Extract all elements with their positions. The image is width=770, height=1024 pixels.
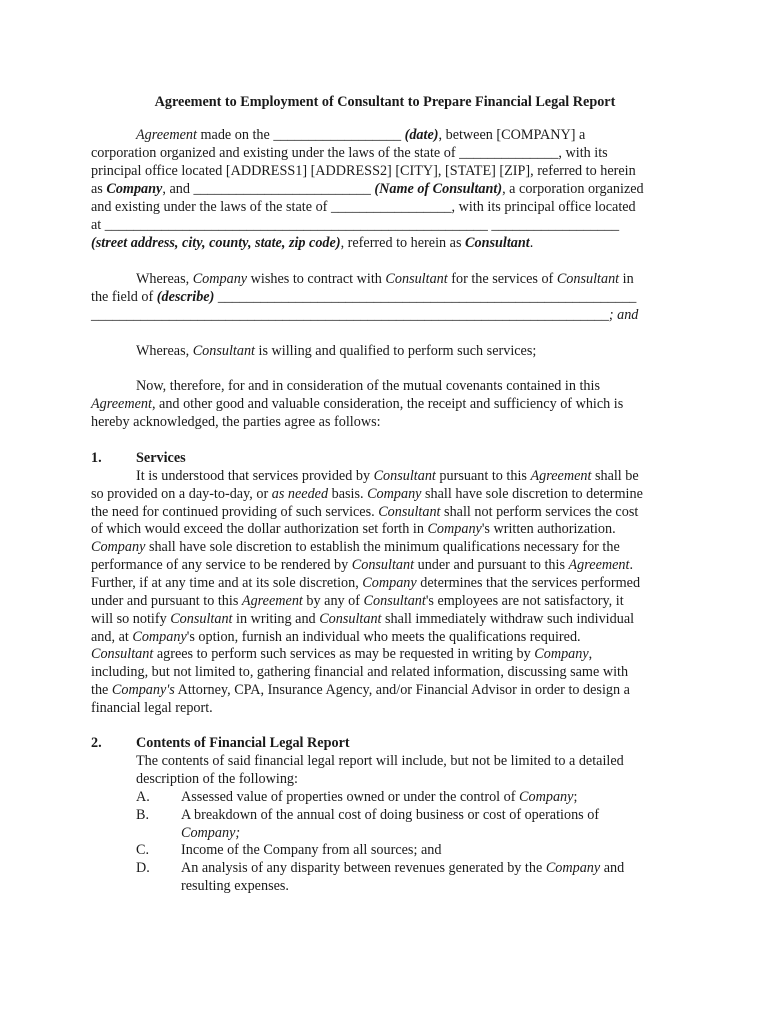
term-agreement: Agreement: [568, 557, 630, 573]
list-item-b: A breakdown of the annual cost of doing business or cost of operations of: [181, 807, 600, 823]
text: An analysis of any disparity between revenues generated by the: [181, 860, 546, 876]
text: ; and: [608, 307, 639, 323]
text: under and pursuant to this: [414, 557, 569, 573]
text: Whereas,: [136, 271, 193, 287]
term-agreement: Agreement: [241, 593, 303, 609]
term-consultant: Consultant: [319, 611, 382, 627]
list-item-a: [181, 789, 577, 806]
text: as: [91, 181, 107, 197]
list-item-d-cont: resulting expenses.: [181, 878, 289, 894]
text: so provided on a day-to-day, or: [91, 486, 272, 502]
term-consultant: Consultant: [192, 343, 255, 359]
s1-line-2: [91, 486, 643, 503]
section-2-heading: Contents of Financial Legal Report: [136, 735, 350, 751]
term-consultant: Consultant: [170, 611, 233, 627]
section-2-number: 2.: [91, 735, 102, 751]
whereas1-line-1: [136, 271, 634, 288]
s2-line-1: The contents of said financial legal report will include, but not be limited to a detailed: [136, 753, 624, 769]
text: of which would exceed the dollar authorization set forth in: [91, 521, 428, 537]
s1-line-7: [91, 575, 640, 592]
whereas2-line: [136, 343, 536, 360]
term-company: Company;: [181, 825, 241, 841]
placeholder-describe: (describe): [156, 289, 215, 305]
s1-line-1: [136, 468, 639, 485]
list-item-b-cont: [181, 825, 240, 842]
text: determines that the services performed: [416, 575, 641, 591]
text: , referred to herein as: [340, 235, 466, 251]
intro-line-4: [91, 181, 644, 198]
text: in writing and: [232, 611, 320, 627]
term-company: Company: [362, 575, 417, 591]
text: shall not perform services the cost: [440, 504, 639, 520]
now-line-3: hereby acknowledged, the parties agree as follows:: [91, 414, 381, 430]
text: and: [600, 860, 625, 876]
term-company: Company: [367, 486, 422, 502]
term-consultant: Consultant: [351, 557, 415, 573]
term-consultant: Consultant: [91, 646, 154, 662]
term-agreement: Agreement: [530, 468, 592, 484]
text: the: [91, 682, 112, 698]
list-letter-a: A.: [136, 789, 150, 805]
term-company: Company: [91, 539, 146, 555]
term-consultant: Consultant: [373, 468, 436, 484]
s1-line-5: [91, 539, 620, 556]
s1-line-8: [91, 593, 624, 610]
text: , and _________________________: [162, 181, 375, 197]
text: made on the __________________: [196, 127, 405, 143]
text: for the services of: [447, 271, 557, 287]
text: shall be: [591, 468, 639, 484]
s1-line-11: [91, 646, 592, 663]
term-consultant: Consultant: [465, 235, 530, 251]
blank-line: ___________________________________________________________: [214, 289, 637, 305]
term-company: Company: [132, 629, 187, 645]
now-line-2: [91, 396, 623, 413]
list-letter-b: B.: [136, 807, 150, 823]
term-as-needed: as needed: [271, 486, 329, 502]
whereas1-line-3: [91, 307, 638, 324]
text: shall immediately withdraw such individual: [381, 611, 635, 627]
document-title: Agreement to Employment of Consultant to Prepare Financial Legal Report: [154, 94, 616, 110]
s2-line-2: description of the following:: [136, 771, 298, 787]
text: Whereas,: [136, 343, 193, 359]
intro-line-3: principal office located [ADDRESS1] [ADDRESS2] [CITY], [STATE] [ZIP], referred to herein: [91, 163, 636, 179]
term-company: Company: [427, 521, 482, 537]
text: pursuant to this: [435, 468, 531, 484]
text: the need for continued providing of such services.: [91, 504, 379, 520]
text: shall have sole discretion to determine: [421, 486, 643, 502]
intro-line-7: [91, 235, 533, 252]
intro-line-6: at ______________________________________________________ __________________: [91, 217, 620, 233]
s1-line-10: [91, 629, 581, 646]
list-letter-d: D.: [136, 860, 150, 876]
text: Assessed value of properties owned or under the control of: [181, 789, 520, 805]
text: , and other good and valuable consideration, the receipt and sufficiency of which is: [151, 396, 624, 412]
text: , a corporation organized: [502, 181, 644, 197]
text: .: [529, 235, 534, 251]
text: is willing and qualified to perform such services;: [255, 343, 537, 359]
text: shall have sole discretion to establish the minimum qualifications necessary for the: [145, 539, 620, 555]
placeholder-address: (street address, city, county, state, zip code): [91, 235, 341, 251]
term-company: Company: [534, 646, 589, 662]
text: will so notify: [91, 611, 171, 627]
s1-line-12: including, but not limited to, gathering financial and related information, discussing same with: [91, 664, 629, 680]
intro-line-2: corporation organized and existing under the laws of the state of ______________, with its: [91, 145, 608, 161]
intro-line-1: [136, 127, 585, 144]
term-company: Company: [545, 860, 601, 876]
list-item-c: Income of the Company from all sources; and: [181, 842, 442, 858]
text: Attorney, CPA, Insurance Agency, and/or Financial Advisor in order to design a: [174, 682, 630, 698]
text: 's employees are not satisfactory, it: [425, 593, 624, 609]
text: by any of: [302, 593, 364, 609]
text: It is understood that services provided by: [136, 468, 374, 484]
term-consultant: Consultant: [363, 593, 426, 609]
section-1-heading: Services: [136, 450, 186, 466]
text: 's written authorization.: [481, 521, 616, 537]
list-item-d: [181, 860, 624, 877]
placeholder-consultant-name: (Name of Consultant): [374, 181, 503, 197]
term-company: Company: [192, 271, 248, 287]
term-company: Company: [106, 181, 163, 197]
term-company: Company's: [111, 682, 175, 698]
s1-line-6: [91, 557, 633, 574]
text: .: [629, 557, 633, 573]
whereas1-line-2: [91, 289, 636, 306]
text: in: [619, 271, 634, 287]
s1-line-4: [91, 521, 616, 538]
list-letter-c: C.: [136, 842, 150, 858]
placeholder-date: (date): [404, 127, 439, 143]
text: basis.: [328, 486, 368, 502]
term-consultant: Consultant: [385, 271, 448, 287]
now-line-1: Now, therefore, for and in consideration of the mutual covenants contained in this: [136, 378, 600, 394]
text: wishes to contract with: [247, 271, 386, 287]
text: ,: [588, 646, 593, 662]
blank-line: _________________________________________________________________________: [91, 307, 609, 323]
text: agrees to perform such services as may be requested in writing by: [153, 646, 535, 662]
term-agreement: Agreement: [136, 127, 197, 143]
s1-line-9: [91, 611, 634, 628]
term-company: Company: [519, 789, 574, 805]
text: performance of any service to be rendered by: [91, 557, 352, 573]
text: the field of: [91, 289, 157, 305]
intro-line-5: and existing under the laws of the state of _________________, with its principal office located: [91, 199, 636, 215]
text: under and pursuant to this: [91, 593, 242, 609]
s1-line-13: [91, 682, 630, 699]
text: and, at: [91, 629, 133, 645]
s1-line-3: [91, 504, 638, 521]
term-consultant: Consultant: [378, 504, 441, 520]
text: ;: [573, 789, 578, 805]
term-agreement: Agreement: [91, 396, 152, 412]
section-1-number: 1.: [91, 450, 102, 466]
s1-line-14: financial legal report.: [91, 700, 213, 716]
term-consultant: Consultant: [556, 271, 620, 287]
text: , between [COMPANY] a: [438, 127, 586, 143]
text: Further, if at any time and at its sole discretion,: [91, 575, 363, 591]
text: 's option, furnish an individual who meets the qualifications required.: [186, 629, 581, 645]
